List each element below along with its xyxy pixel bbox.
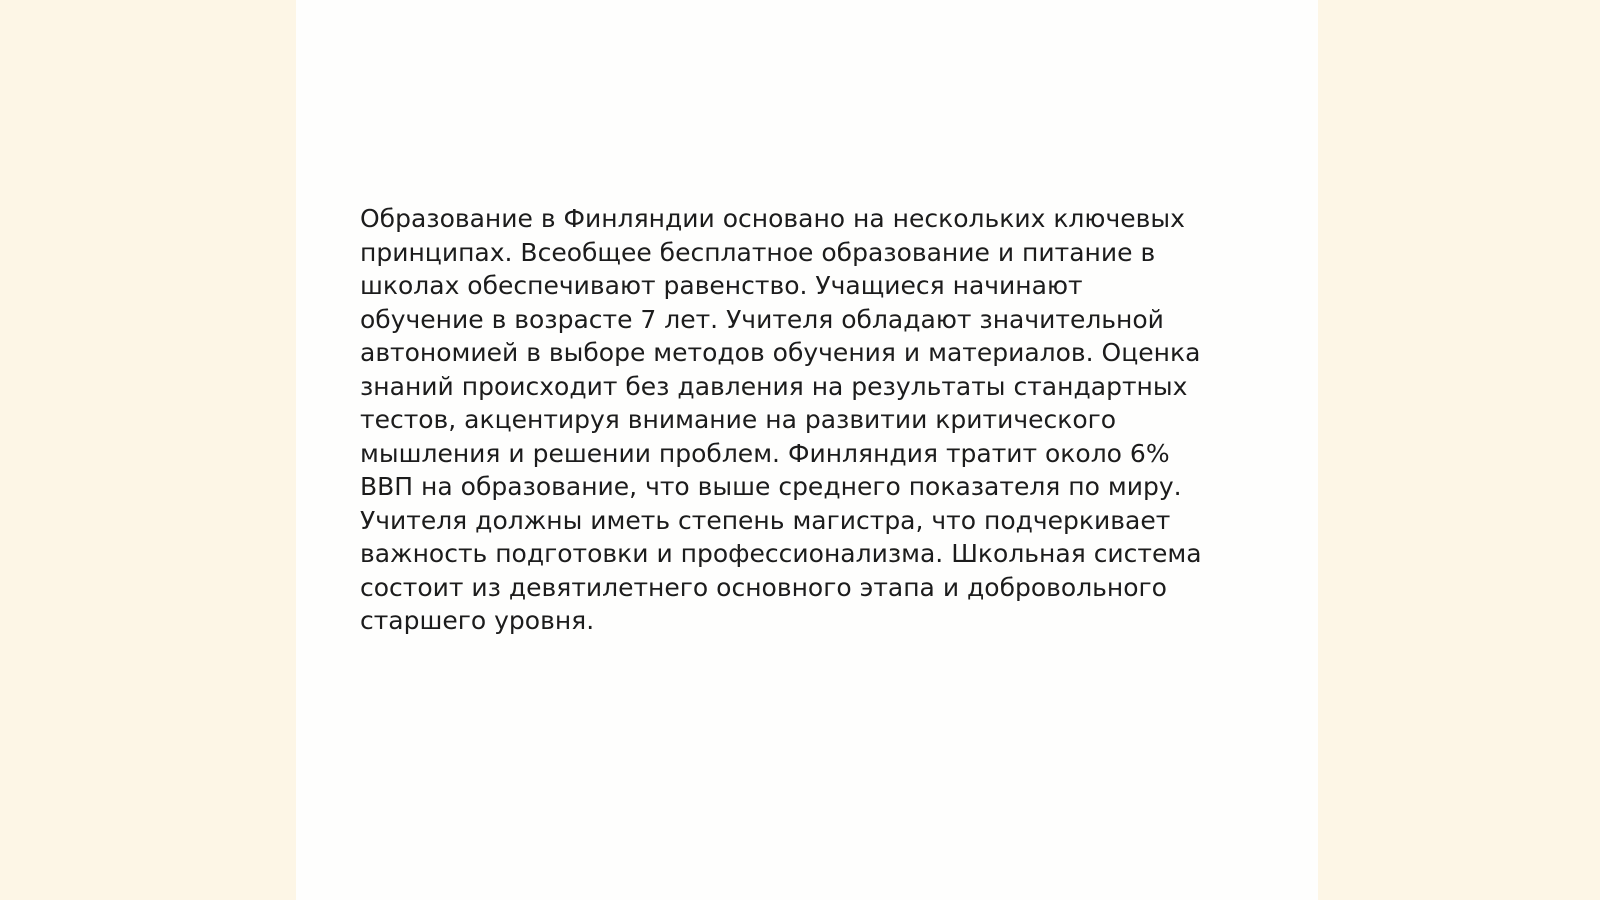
document-page — [296, 0, 1318, 900]
body-paragraph: Образование в Финляндии основано на нескольких ключевых принципах. Всеобщее бесплатное образование и питание в школах обеспечивают равенство. Учащиеся начинают обучение в возрасте 7 лет. Учителя обладают значительной автономией в выборе методов обучения и материалов. Оценка знаний происходит без давления на результаты стандартных тестов, акцентируя внимание на развитии критического мышления и решении проблем. Финляндия тратит около 6% ВВП на образование, что выше среднего показателя по миру. Учителя должны иметь степень магистра, что подчеркивает важность подготовки и профессионализма. Школьная система состоит из девятилетнего основного этапа и добровольного старшего уровня. — [360, 204, 1202, 635]
